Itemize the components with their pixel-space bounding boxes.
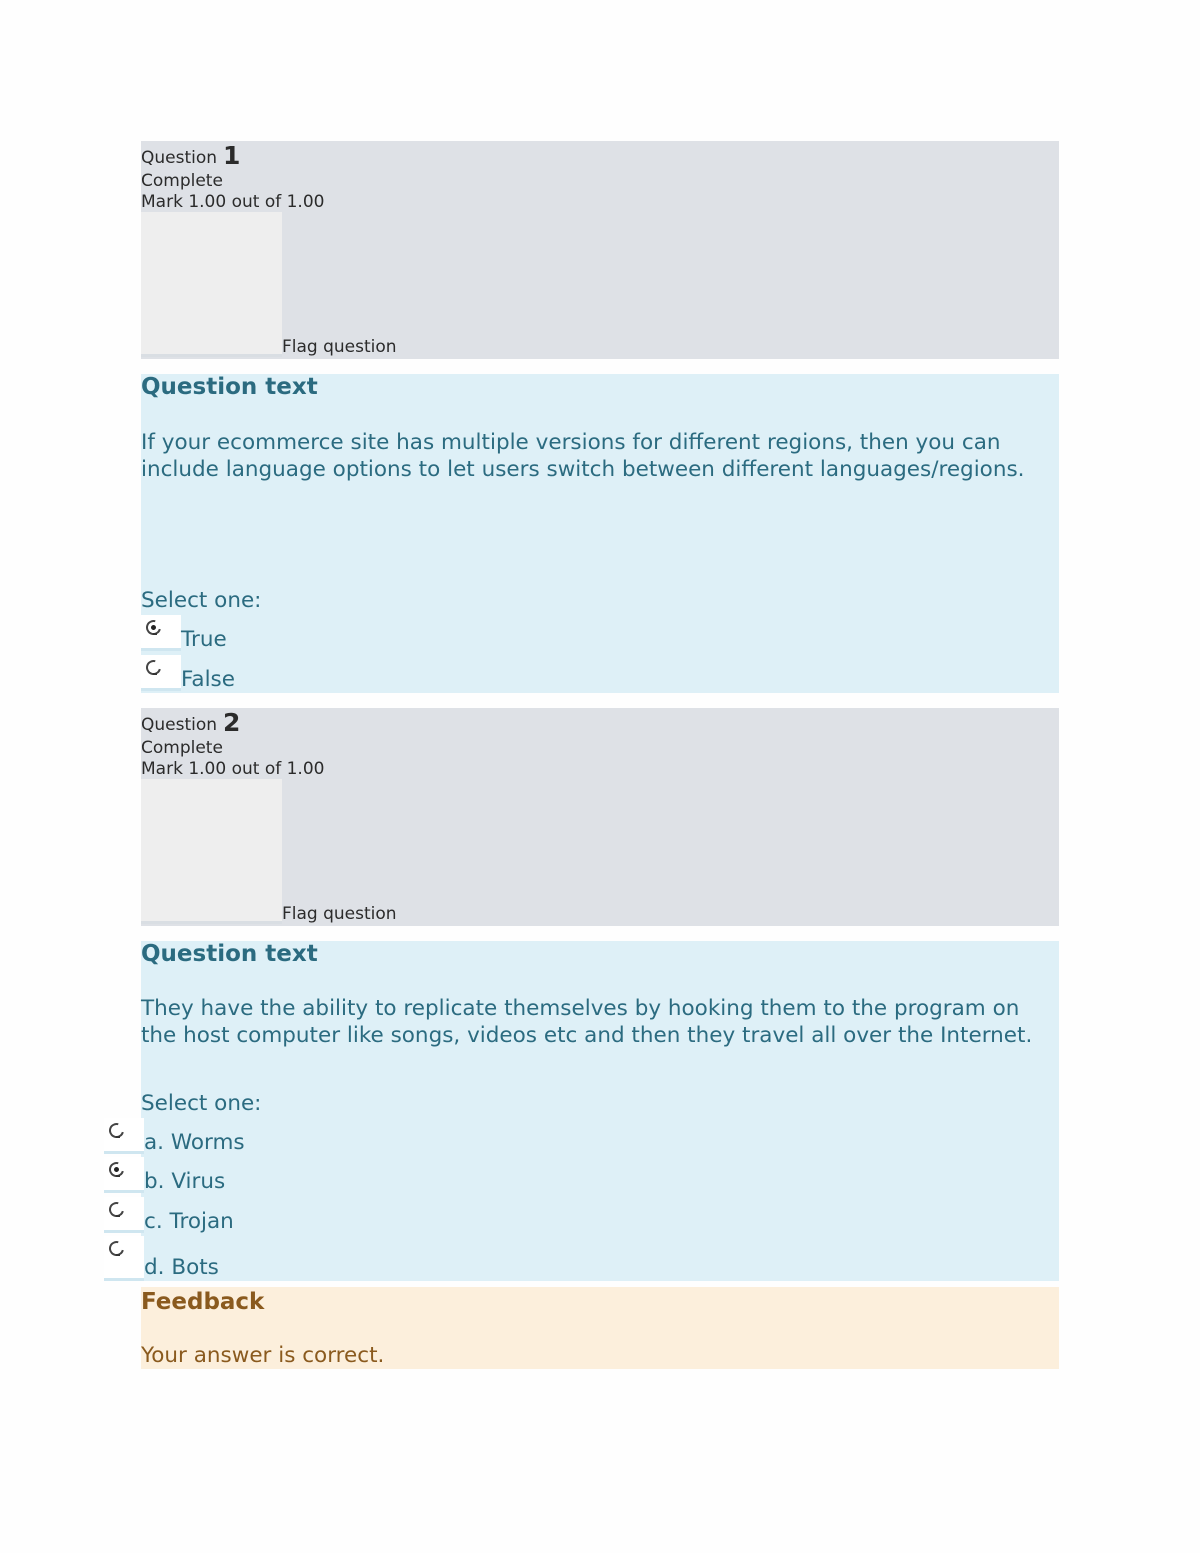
divider: [141, 648, 181, 651]
option-label-b[interactable]: b. Virus: [144, 1169, 226, 1194]
question-1-info: [141, 141, 1059, 359]
question-number: [141, 141, 241, 170]
question-state: Complete: [141, 171, 223, 191]
radio-tick: [153, 633, 157, 635]
radio-option-b[interactable]: [104, 1157, 144, 1193]
question-grade: Mark 1.00 out of 1.00: [141, 192, 325, 212]
divider: [104, 1278, 144, 1281]
radio-true[interactable]: [141, 615, 181, 651]
question-number: [141, 708, 241, 737]
divider: [104, 1151, 144, 1154]
flag-icon[interactable]: [141, 779, 282, 921]
feedback-heading: Feedback: [141, 1289, 265, 1315]
question-2-info: [141, 708, 1059, 926]
question-grade: Mark 1.00 out of 1.00: [141, 759, 325, 779]
flag-question-link[interactable]: Flag question: [282, 904, 397, 924]
question-number-value: 2: [223, 708, 241, 737]
question-label: Question: [141, 715, 218, 735]
divider: [141, 354, 282, 357]
divider: [141, 688, 181, 691]
question-number-value: 1: [223, 141, 241, 170]
question-text: They have the ability to replicate themselves by hooking them to the program on the host computer like songs, videos etc and then they travel all over the Internet.: [141, 996, 1033, 1048]
feedback-text: Your answer is correct.: [141, 1343, 385, 1368]
option-label-false[interactable]: False: [181, 667, 235, 692]
divider: [141, 921, 282, 924]
option-label-c[interactable]: c. Trojan: [144, 1209, 234, 1234]
select-one-prompt: Select one:: [141, 1091, 262, 1116]
radio-option-d[interactable]: [104, 1236, 144, 1281]
radio-option-a[interactable]: [104, 1118, 144, 1154]
option-label-a[interactable]: a. Worms: [144, 1130, 245, 1155]
flag-question-link[interactable]: Flag question: [282, 337, 397, 357]
question-state: Complete: [141, 738, 223, 758]
radio-tick: [116, 1215, 120, 1217]
divider: [104, 1190, 144, 1193]
radio-tick: [116, 1136, 120, 1138]
radio-tick: [116, 1254, 120, 1256]
select-one-prompt: Select one:: [141, 588, 262, 613]
question-text: If your ecommerce site has multiple versions for different regions, then you can include language options to let users switch between different languages/regions.: [141, 430, 1025, 482]
radio-tick: [116, 1175, 120, 1177]
divider: [104, 1230, 144, 1233]
feedback-panel: [141, 1287, 1059, 1369]
question-text-heading: Question text: [141, 374, 318, 400]
question-2-content: [141, 941, 1059, 1281]
question-text-heading: Question text: [141, 941, 318, 967]
question-1-content: [141, 374, 1059, 693]
option-label-true[interactable]: True: [181, 627, 227, 652]
option-label-d[interactable]: d. Bots: [144, 1255, 219, 1280]
radio-false[interactable]: [141, 655, 181, 691]
radio-tick: [153, 673, 157, 675]
question-label: Question: [141, 148, 218, 168]
flag-icon[interactable]: [141, 212, 282, 354]
radio-option-c[interactable]: [104, 1197, 144, 1233]
